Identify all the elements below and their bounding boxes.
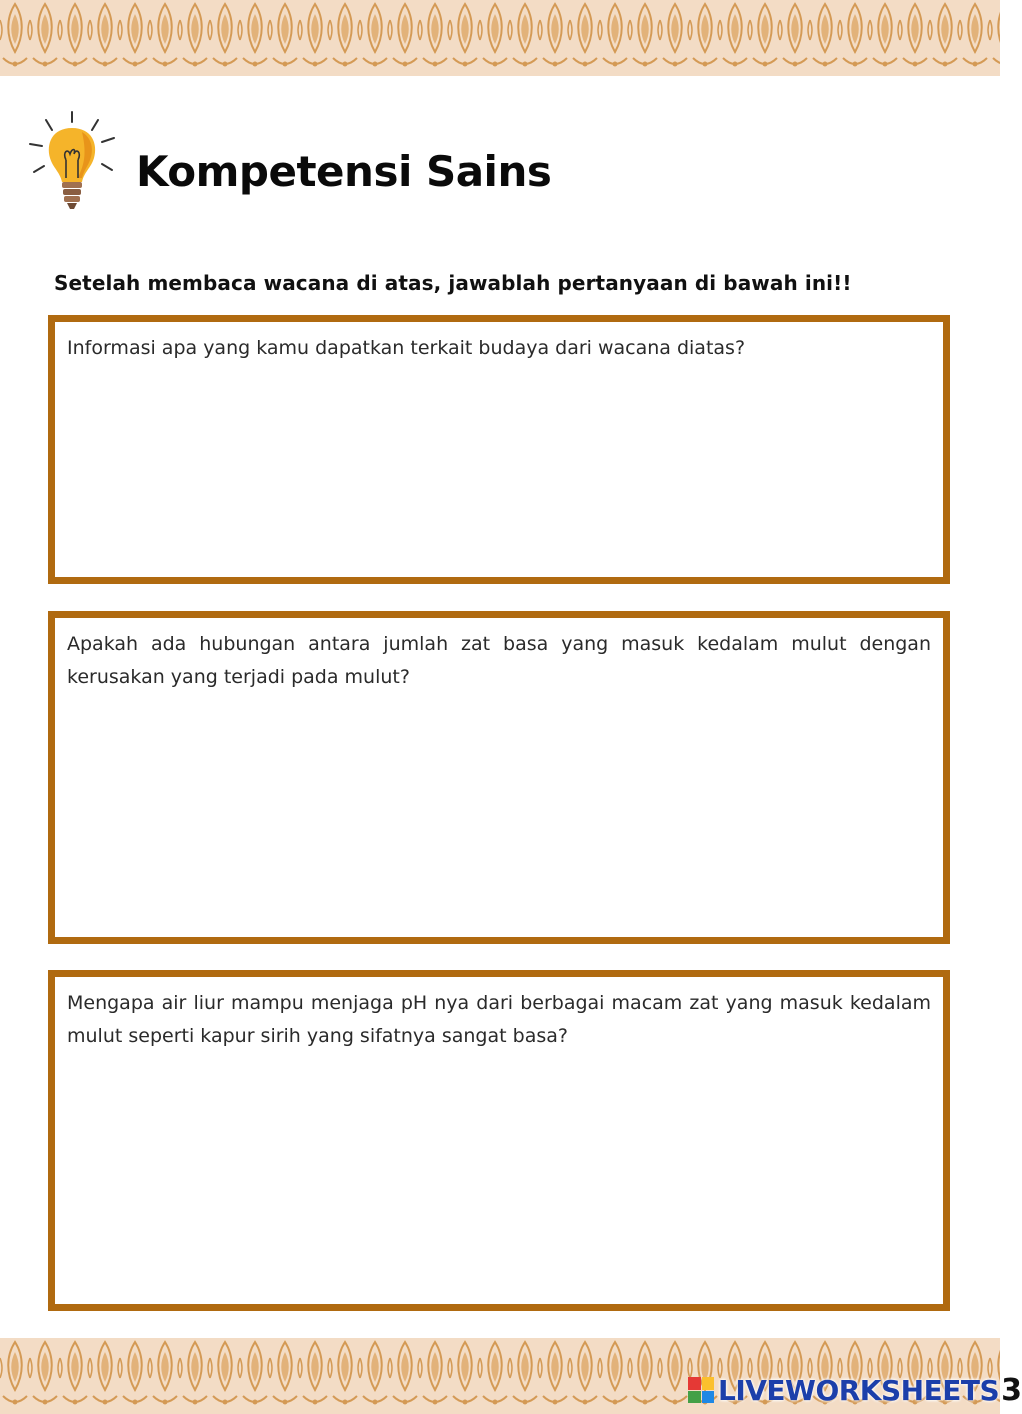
answer-1-input[interactable] — [67, 378, 931, 567]
ornament-pattern-top — [0, 0, 1000, 76]
question-box-3 — [48, 970, 950, 1311]
question-1-text: Informasi apa yang kamu dapatkan terkait budaya dari wacana diatas? — [67, 337, 746, 359]
answer-3-input[interactable] — [67, 1067, 931, 1294]
page-number: 3 — [1001, 1372, 1022, 1408]
instruction-text: Setelah membaca wacana di atas, jawablah pertanyaan di bawah ini!! — [54, 271, 852, 295]
lightbulb-icon — [26, 108, 122, 214]
question-box-2 — [48, 611, 950, 944]
page-title: Kompetensi Sains — [136, 147, 552, 196]
liveworksheets-mark-icon — [688, 1377, 714, 1403]
question-2-text: Apakah ada hubungan antara jumlah zat basa yang masuk kedalam mulut dengan kerusakan yang terjadi pada mulut? — [67, 633, 931, 688]
question-3-text: Mengapa air liur mampu menjaga pH nya dari berbagai macam zat yang masuk kedalam mulut seperti kapur sirih yang sifatnya sangat basa? — [67, 992, 931, 1047]
top-ornament-band — [0, 0, 1000, 76]
brand-name: LIVEWORKSHEETS — [718, 1373, 1000, 1407]
question-box-1 — [48, 315, 950, 584]
answer-2-input[interactable] — [67, 708, 931, 927]
liveworksheets-logo[interactable] — [688, 1372, 1022, 1408]
